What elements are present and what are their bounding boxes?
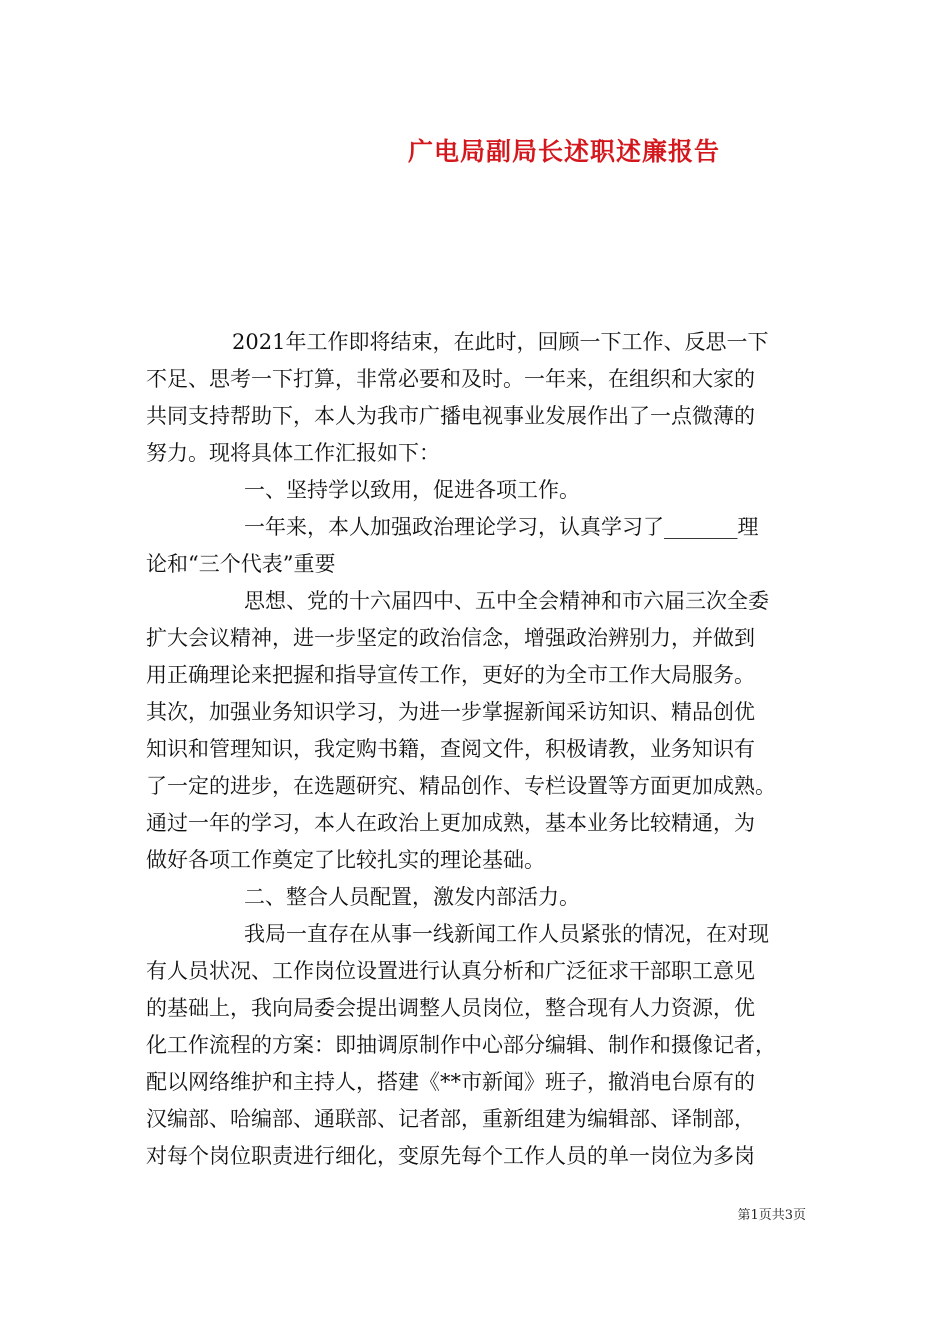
body-line: 努力。现将具体工作汇报如下： xyxy=(146,441,440,465)
body-line: 共同支持帮助下，本人为我市广播电视事业发展作出了一点微薄的 xyxy=(146,404,755,428)
body-line: 知识和管理知识，我定购书籍，查阅文件，积极请教，业务知识有 xyxy=(146,737,755,761)
body-line: 的基础上，我向局委会提出调整人员岗位，整合现有人力资源，优 xyxy=(146,996,755,1020)
body-line: 配以网络维护和主持人，搭建《**市新闻》班子，撤消电台原有的 xyxy=(146,1070,755,1094)
body-line: 化工作流程的方案：即抽调原制作中心部分编辑、制作和摄像记者， xyxy=(146,1033,776,1057)
body-line: 思想、党的十六届四中、五中全会精神和市六届三次全委 xyxy=(244,589,769,613)
body-line: 其次，加强业务知识学习，为进一步掌握新闻采访知识、精品创优 xyxy=(146,700,755,724)
body-line: 有人员状况、工作岗位设置进行认真分析和广泛征求干部职工意见 xyxy=(146,959,755,983)
document-body xyxy=(146,324,816,1175)
body-line: 不足、思考一下打算，非常必要和及时。一年来，在组织和大家的 xyxy=(146,367,755,391)
document-title: 广电局副局长述职述廉报告 xyxy=(407,137,720,166)
body-line: 对每个岗位职责进行细化，变原先每个工作人员的单一岗位为多岗 xyxy=(146,1144,755,1168)
body-line: 一年来，本人加强政治理论学习，认真学习了_______理 xyxy=(244,515,759,539)
body-line: 论和“三个代表”重要 xyxy=(146,552,336,576)
body-line: 汉编部、哈编部、通联部、记者部，重新组建为编辑部、译制部， xyxy=(146,1107,755,1131)
page-footer: 第1页共3页 xyxy=(737,1208,806,1223)
section-heading: 二、整合人员配置，激发内部活力。 xyxy=(244,885,580,909)
body-line: 我局一直存在从事一线新闻工作人员紧张的情况，在对现 xyxy=(244,922,769,946)
section-heading: 一、坚持学以致用，促进各项工作。 xyxy=(244,478,580,502)
body-line: 做好各项工作奠定了比较扎实的理论基础。 xyxy=(146,848,545,872)
body-line: 扩大会议精神，进一步坚定的政治信念，增强政治辨别力，并做到 xyxy=(146,626,755,650)
body-line: 用正确理论来把握和指导宣传工作，更好的为全市工作大局服务。 xyxy=(146,663,755,687)
body-line: 了一定的进步，在选题研究、精品创作、专栏设置等方面更加成熟。 xyxy=(146,774,776,798)
body-line: 通过一年的学习，本人在政治上更加成熟，基本业务比较精通，为 xyxy=(146,811,755,835)
body-line: 2021年工作即将结束，在此时，回顾一下工作、反思一下 xyxy=(232,330,769,354)
